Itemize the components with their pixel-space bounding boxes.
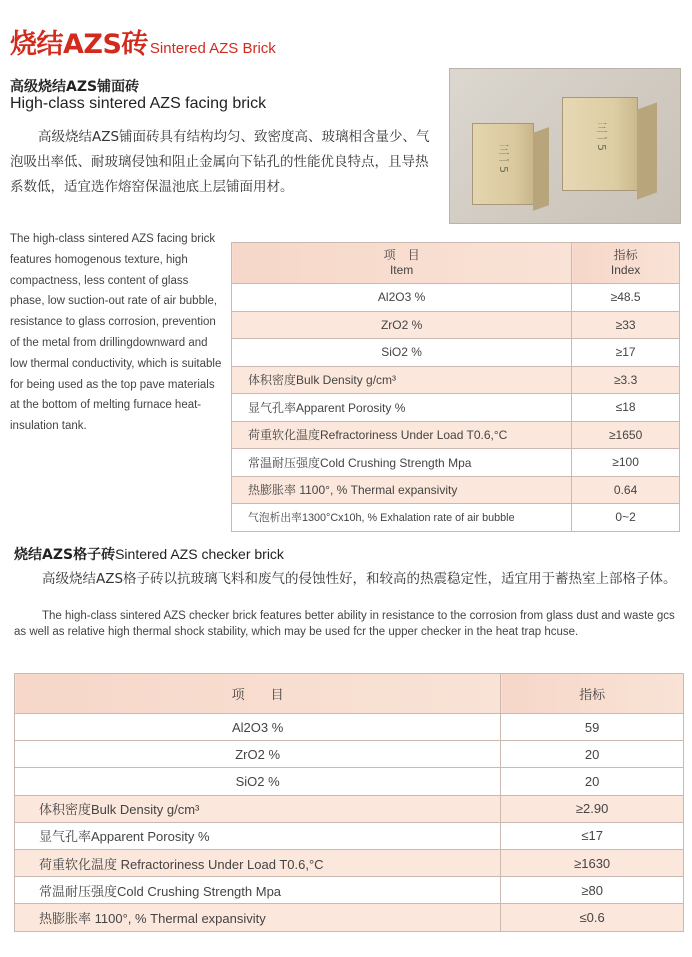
row-value: ≥33 bbox=[572, 311, 680, 339]
section2-heading-cn: 烧结AZS格子砖 bbox=[14, 547, 116, 563]
table-row bbox=[15, 904, 684, 931]
table-row bbox=[15, 849, 684, 876]
section2-description-cn: 高级烧结AZS格子砖以抗玻璃飞料和废气的侵蚀性好，和较高的热震稳定性，适宜用于蓄热室上部格子体。 bbox=[42, 571, 677, 587]
row-item: 热膨胀率 1100°, % Thermal expansivity bbox=[232, 476, 572, 504]
row-value: 20 bbox=[501, 741, 684, 768]
page-title-cn: 烧结AZS砖 bbox=[10, 29, 148, 60]
table-row bbox=[232, 339, 680, 367]
row-value: 59 bbox=[501, 714, 684, 741]
section1-description-cn: 高级烧结AZS铺面砖具有结构均匀、致密度高、玻璃相含量少、气泡吸出率低、耐玻璃侵蚀和阻止金属向下钻孔的性能优良特点，且导热系数低，适宜选作熔窑保温池底上层铺面用材。 bbox=[10, 129, 430, 195]
table-row bbox=[232, 504, 680, 532]
table-row bbox=[15, 714, 684, 741]
row-item: 常温耐压强度Cold Crushing Strength Mpa bbox=[15, 877, 501, 904]
table-row bbox=[232, 449, 680, 477]
row-item: Al2O3 % bbox=[15, 714, 501, 741]
table-row bbox=[15, 768, 684, 795]
row-value: 0.64 bbox=[572, 476, 680, 504]
row-value: ≤18 bbox=[572, 394, 680, 422]
brick-small bbox=[472, 123, 534, 205]
table-row bbox=[15, 795, 684, 822]
header-item-en: Item bbox=[389, 263, 414, 277]
row-item: 荷重软化温度 Refractoriness Under Load T0.6,°C bbox=[15, 849, 501, 876]
table-header-index: 指标 bbox=[501, 674, 684, 714]
section2-heading bbox=[14, 544, 284, 564]
header-index-cn: 指标 bbox=[613, 248, 638, 262]
row-value: ≥3.3 bbox=[572, 366, 680, 394]
row-item: SiO2 % bbox=[232, 339, 572, 367]
row-value: ≥1630 bbox=[501, 849, 684, 876]
row-item: 常温耐压强度Cold Crushing Strength Mpa bbox=[232, 449, 572, 477]
table-row bbox=[15, 877, 684, 904]
row-value: ≥100 bbox=[572, 449, 680, 477]
checker-brick-spec-table bbox=[14, 673, 684, 932]
row-item: 显气孔率Apparent Porosity % bbox=[15, 822, 501, 849]
row-value: 20 bbox=[501, 768, 684, 795]
header-index-en: Index bbox=[610, 263, 641, 277]
row-value: ≥17 bbox=[572, 339, 680, 367]
row-value: ≥48.5 bbox=[572, 284, 680, 312]
table-header-item: 项 目 bbox=[15, 674, 501, 714]
row-item: 荷重软化温度Refractoriness Under Load T0.6,°C bbox=[232, 421, 572, 449]
page-title bbox=[10, 22, 276, 61]
table-row bbox=[232, 394, 680, 422]
table-row bbox=[232, 311, 680, 339]
header-item-cn: 项 目 bbox=[383, 248, 420, 262]
row-item: 体积密度Bulk Density g/cm³ bbox=[232, 366, 572, 394]
row-item: ZrO2 % bbox=[232, 311, 572, 339]
section2-heading-en: Sintered AZS checker brick bbox=[115, 546, 284, 562]
table-header-item bbox=[232, 243, 572, 284]
brick-large bbox=[562, 97, 638, 191]
table-row bbox=[232, 421, 680, 449]
table-header-index bbox=[572, 243, 680, 284]
section2-description-en: The high-class sintered AZS checker brick features better ability in resistance to the corrosion from glass dust and waste gcs as well as relative high thermal shock stability, which may be used fcr the upper checker in the heat trap hcuse. bbox=[14, 610, 675, 638]
brick-mark: 三一5 bbox=[595, 122, 608, 151]
row-item: 显气孔率Apparent Porosity % bbox=[232, 394, 572, 422]
row-item: Al2O3 % bbox=[232, 284, 572, 312]
row-value: ≤17 bbox=[501, 822, 684, 849]
table-row bbox=[232, 284, 680, 312]
row-value: ≤0.6 bbox=[501, 904, 684, 931]
table-row bbox=[232, 366, 680, 394]
row-item: SiO2 % bbox=[15, 768, 501, 795]
table-row bbox=[15, 822, 684, 849]
section1-description-en: The high-class sintered AZS facing brick features homogenous texture, high compactness, less content of glass phase, low suction-out rate of air bubble, resistance to glass corrosion, prevention of the metal from drillingdownward and low thermal conductivity, which is suitable for being used as the top pave materials at the bottom of melting furnace heat-insulation tank. bbox=[10, 233, 222, 433]
row-item: 气泡析出率1300°Cx10h, % Exhalation rate of air bubble bbox=[232, 504, 572, 532]
row-item: ZrO2 % bbox=[15, 741, 501, 768]
page-title-en: Sintered AZS Brick bbox=[149, 40, 276, 57]
row-value: 0~2 bbox=[572, 504, 680, 532]
row-value: ≥2.90 bbox=[501, 795, 684, 822]
row-value: ≥80 bbox=[501, 877, 684, 904]
section1-heading-en: High-class sintered AZS facing brick bbox=[10, 95, 267, 112]
row-item: 体积密度Bulk Density g/cm³ bbox=[15, 795, 501, 822]
table-row bbox=[232, 476, 680, 504]
section1-heading-cn: 高级烧结AZS铺面砖 bbox=[10, 79, 140, 95]
brick-photo bbox=[449, 68, 681, 224]
row-value: ≥1650 bbox=[572, 421, 680, 449]
row-item: 热膨胀率 1100°, % Thermal expansivity bbox=[15, 904, 501, 931]
brick-mark: 三一5 bbox=[497, 144, 510, 173]
table-row bbox=[15, 741, 684, 768]
facing-brick-spec-table bbox=[231, 242, 680, 532]
